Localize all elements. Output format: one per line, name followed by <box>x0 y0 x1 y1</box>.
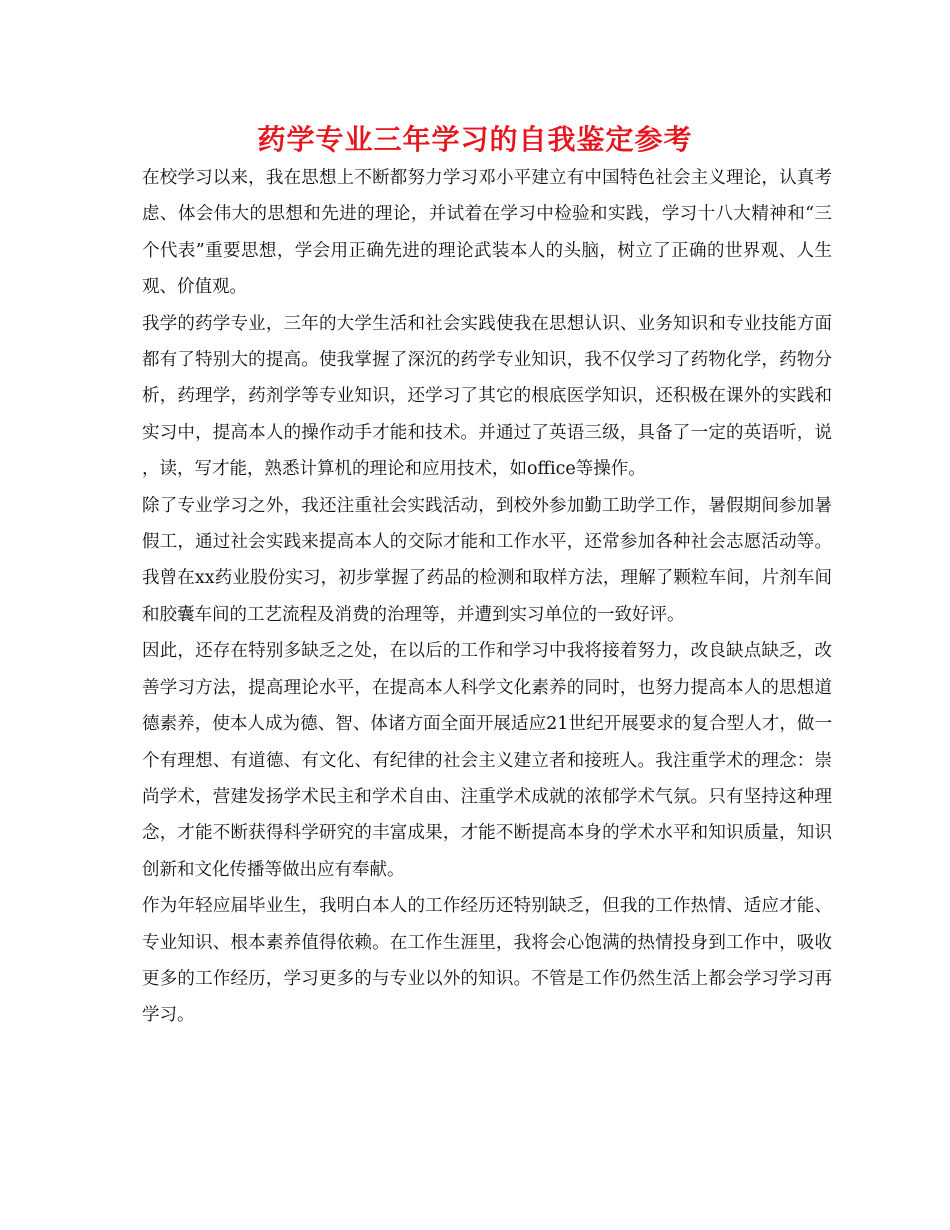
paragraph-4: 因此，还存在特别多缺乏之处，在以后的工作和学习中我将接着努力，改良缺点缺乏，改善学习方法，提高理论水平，在提高本人科学文化素养的同时，也努力提高本人的思想道德素养，使本人成为德、智、体诸方面全面开展适应21世纪开展要求的复合型人才，做一个有理想、有道德、有文化、有纪律的社会主义建立者和接班人。我注重学术的理念：崇尚学术，营建发扬学术民主和学术自由、注重学术成就的浓郁学术气氛。只有坚持这种理念，才能不断获得科学研究的丰富成果，才能不断提高本身的学术水平和知识质量，知识创新和文化传播等做出应有奉献。 <box>142 641 832 880</box>
paragraph-5: 作为年轻应届毕业生，我明白本人的工作经历还特别缺乏，但我的工作热情、适应才能、专业知识、根本素养值得依赖。在工作生涯里，我将会心饱满的热情投身到工作中，吸收更多的工作经历，学习更多的与专业以外的知识。不管是工作仍然生活上都会学习学习再学习。 <box>142 896 832 1026</box>
paragraph-2: 我学的药学专业，三年的大学生活和社会实践使我在思想认识、业务知识和专业技能方面都有了特别大的提高。使我掌握了深沉的药学专业知识，我不仅学习了药物化学，药物分析，药理学，药剂学等专业知识，还学习了其它的根底医学知识，还积极在课外的实践和实习中，提高本人的操作动手才能和技术。并通过了英语三级，具备了一定的英语听，说，读，写才能，熟悉计算机的理论和应用技术，如office等操作。 <box>142 313 832 480</box>
paragraph-1: 在校学习以来，我在思想上不断都努力学习邓小平建立有中国特色社会主义理论，认真考虑、体会伟大的思想和先进的理论，并试着在学习中检验和实践，学习十八大精神和“三个代表”重要思想，学会用正确先进的理论武装本人的头脑，树立了正确的世界观、人生观、价值观。 <box>142 168 832 298</box>
paragraph-3: 除了专业学习之外，我还注重社会实践活动，到校外参加勤工助学工作，暑假期间参加暑假工，通过社会实践来提高本人的交际才能和工作水平，还常参加各种社会志愿活动等。我曾在xx药业股份实习，初步掌握了药品的检测和取样方法，理解了颗粒车间，片剂车间和胶囊车间的工艺流程及消费的治理等，并遭到实习单位的一致好评。 <box>142 495 832 625</box>
document-title: 药学专业三年学习的自我鉴定参考 <box>257 123 693 156</box>
document-body <box>142 160 832 1034</box>
